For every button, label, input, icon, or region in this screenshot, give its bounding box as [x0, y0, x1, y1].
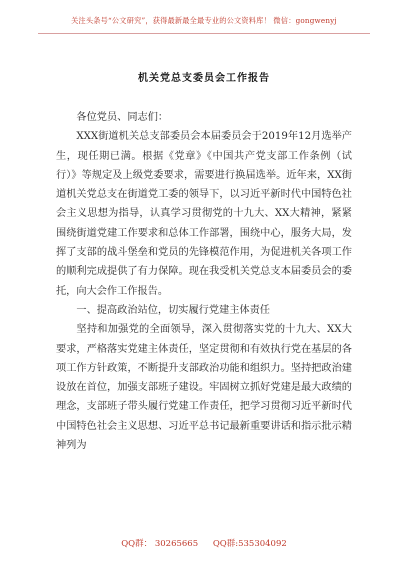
- header-divider: [38, 33, 370, 34]
- document-title: 机关党总支委员会工作报告: [138, 73, 270, 84]
- footer-qq-group-2: QQ群:535304092: [212, 539, 287, 549]
- document-body: [56, 108, 352, 455]
- paragraph-section-1: 坚持和加强党的全面领导，深入贯彻落实党的十九大、XX大要求，严格落实党建主体责任，坚定贯彻和有效执行党在基层的各项工作方针政策，不断提升支部政治功能和组织力。坚持把政治建设放在首位，加强支部班子建设。牢固树立抓好党建是最大政绩的理念，支部班子带头履行党建工作责任，把学习贯彻习近平新时代中国特色社会主义思想、习近平总书记最新重要讲话和指示批示精神列为: [56, 324, 352, 452]
- footer-contacts: [0, 537, 408, 549]
- section-heading-1: 一、提高政治站位，切实履行党建主体责任: [76, 304, 270, 316]
- salutation: 各位党员、同志们：: [76, 112, 169, 123]
- header-banner: 关注头条号“公文研究”，获得最新最全最专业的公文资料库！ 微信：gongwenyj: [71, 16, 337, 25]
- paragraph-intro: XXX街道机关总支部委员会本届委员会于2019年12月选举产生，现任期已满。根据《党章》《中国共产党支部工作条例（试行）》等规定及上级党委要求，需要进行换届选举。近年来，XX街道机关党总支在街道党工委的领导下，以习近平新时代中国特色社会主义思想为指导，认真学习贯彻党的十九大、XX大精神，紧紧围绕街道党建工作要求和总体工作部署，围绕中心，服务大局，发挥了支部的战斗堡垒和党员的先锋模范作用，为促进机关各项工作的顺利完成提供了有力保障。现在我受机关党总支本届委员会的委托，向大会作工作报告。: [56, 131, 352, 297]
- footer-qq-group-1: QQ群： 30265665: [121, 539, 199, 549]
